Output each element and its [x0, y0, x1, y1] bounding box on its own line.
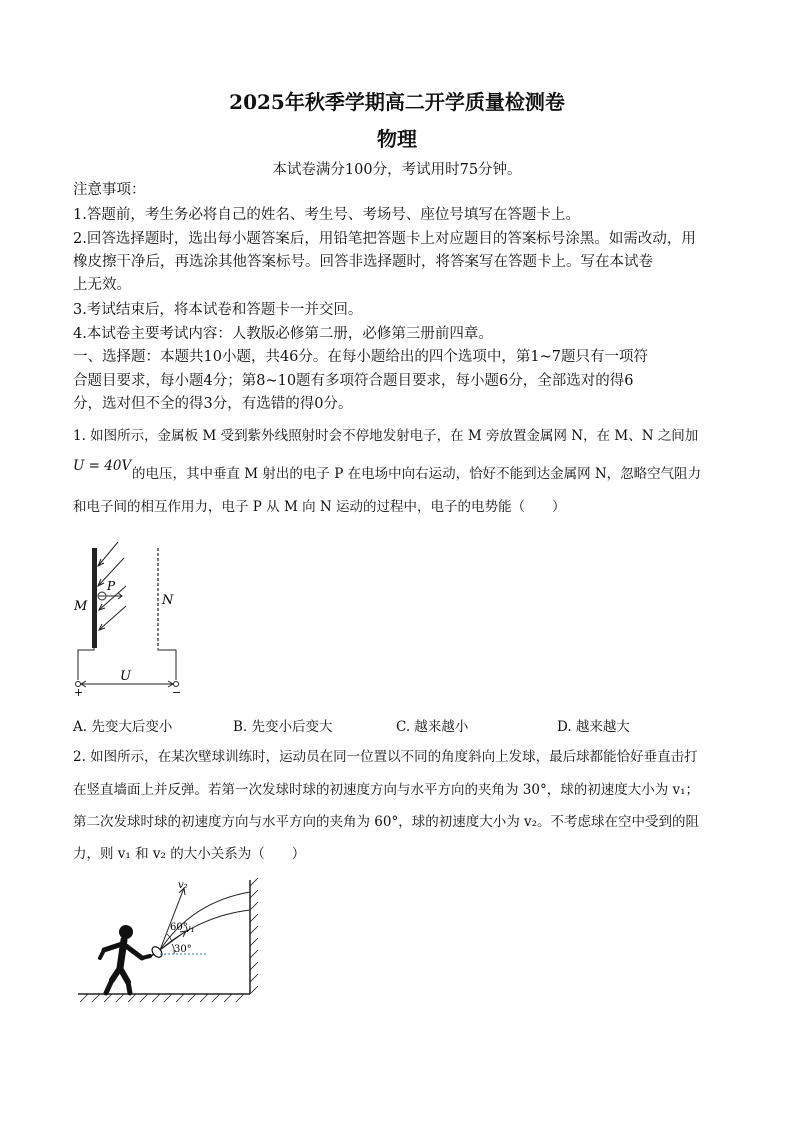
option-c[interactable]: C. 越来越小	[396, 719, 469, 735]
athlete	[100, 925, 150, 993]
question-2-figure	[74, 872, 274, 1004]
label-minus: −	[172, 686, 182, 698]
notice-line: 4.本试卷主要考试内容：人教版必修第二册，必修第三册前四章。	[73, 326, 493, 342]
question-2-text: 第二次发球时球的初速度方向与水平方向的夹角为 60°，球的初速度大小为 v₂。不考虑球在空中受到的阻	[73, 814, 700, 830]
label-p: P	[107, 579, 116, 593]
option-d[interactable]: D. 越来越大	[557, 719, 630, 735]
option-b[interactable]: B. 先变小后变大	[233, 719, 333, 735]
question-1-text: 和电子间的相互作用力，电子 P 从 M 向 N 运动的过程中，电子的电势能（ ）	[73, 499, 566, 515]
option-a[interactable]: A. 先变大后变小	[73, 719, 173, 735]
label-v2: v₂	[178, 880, 188, 891]
question-2-text: 在竖直墙面上并反弹。若第一次发球时球的初速度方向与水平方向的夹角为 30°，球的初速度大小为 v₁；	[73, 782, 700, 798]
trajectory-2	[160, 892, 250, 950]
wall-hatch	[250, 878, 258, 994]
label-angle-30: 30°	[174, 944, 192, 955]
notice-line: 3.考试结束后，将本试卷和答题卡一并交回。	[73, 302, 363, 318]
label-plus: +	[74, 686, 84, 698]
question-1-text: 1. 如图所示，金属板 M 受到紫外线照射时会不停地发射电子，在 M 旁放置金属网 N，在 M、N 之间加	[73, 428, 699, 444]
question-1-text: 的电压，其中垂直 M 射出的电子 P 在电场中向右运动，恰好不能到达金属网 N，忽略空气阻力	[132, 466, 702, 482]
notice-line: 橡皮擦干净后，再选涂其他答案标号。回答非选择题时，将答案写在答题卡上。写在本试卷	[73, 254, 653, 270]
notice-line: 1.答题前，考生务必将自己的姓名、考生号、考场号、座位号填写在答题卡上。	[73, 207, 580, 223]
exam-title: 2025年秋季学期高二开学质量检测卷	[229, 90, 565, 114]
metal-plate-m	[92, 548, 97, 648]
question-2-text: 力，则 v₁ 和 v₂ 的大小关系为（ ）	[73, 846, 306, 862]
notice-line: 上无效。	[73, 277, 131, 293]
label-v1: v₁	[185, 924, 195, 935]
question-2-text: 2. 如图所示，在某次壁球训练时，运动员在同一位置以不同的角度斜向上发球，最后球都能恰好垂直击打	[73, 749, 698, 765]
section-instructions: 分，选对但不全的得3分，有选错的得0分。	[73, 396, 353, 412]
label-u: U	[120, 669, 131, 684]
question-1-formula: U = 40V	[73, 458, 132, 474]
notice-heading: 注意事项：	[73, 182, 146, 198]
notice-line: 2.回答选择题时，选出每小题答案后，用铅笔把答题卡上对应题目的答案标号涂黑。如需改动，用	[73, 231, 696, 247]
label-m: M	[74, 599, 88, 614]
section-instructions: 合题目要求，每小题4分；第8~10题有多项符合题目要求，每小题6分，全部选对的得6	[73, 373, 634, 389]
label-angle-60: 60°	[170, 922, 188, 933]
label-n: N	[162, 593, 174, 608]
ground-hatch	[80, 994, 244, 1002]
subject-title: 物理	[377, 127, 417, 151]
question-1-figure	[66, 538, 196, 698]
exam-info: 本试卷满分100分，考试用时75分钟。	[272, 162, 522, 178]
section-instructions: 一、选择题：本题共10小题，共46分。在每小题给出的四个选项中，第1~7题只有一项符	[73, 349, 648, 365]
